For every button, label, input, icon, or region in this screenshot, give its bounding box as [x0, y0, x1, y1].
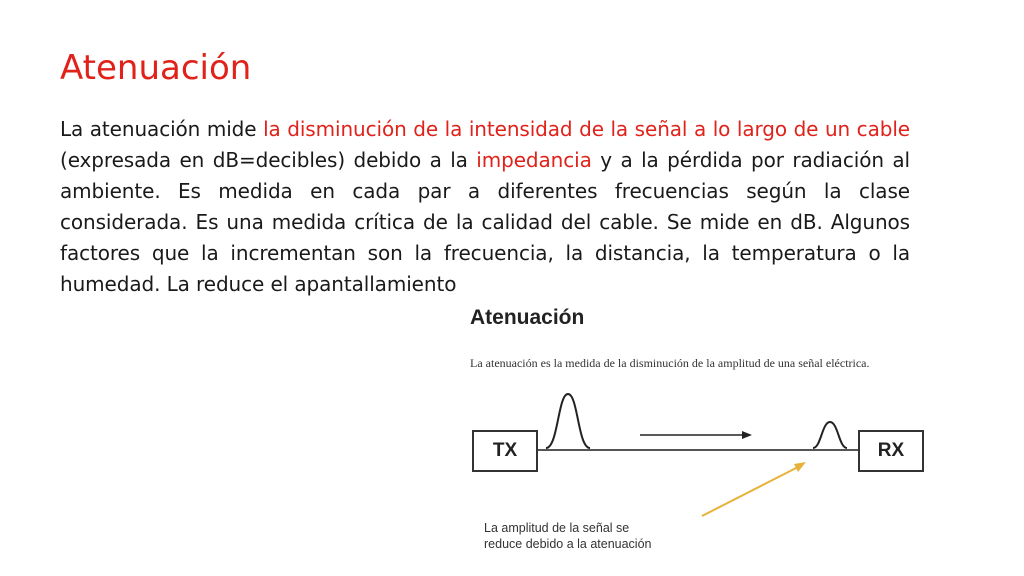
annotation-arrow [702, 466, 800, 516]
paragraph-text-3: y a la pérdida por radiación al ambiente. Es medida en cada par a diferentes frecuencias según la clase considerada. Es una medida crítica de la calidad del cable. Se mide en dB. Algunos factores que la incrementan son la frecuencia, la distancia, la temperatura o la humedad. La reduce el apantallamiento [60, 148, 910, 296]
output-pulse [813, 422, 847, 448]
input-pulse [546, 394, 590, 448]
direction-arrow-head [742, 431, 752, 439]
slide-paragraph [60, 114, 910, 300]
rx-label: RX [877, 440, 905, 461]
note-line-2: reduce debido a la atenuación [484, 537, 652, 551]
attenuation-figure [440, 298, 1024, 576]
paragraph-highlight-2: impedancia [476, 148, 592, 172]
paragraph-text-1: La atenuación mide [60, 117, 264, 141]
rx-box [858, 430, 924, 472]
paragraph-highlight-1: la disminución de la intensidad de la señal a lo largo de un cable [263, 117, 910, 141]
figure-description: La atenuación es la medida de la disminución de la amplitud de una señal eléctrica. [470, 356, 870, 370]
figure-note [484, 520, 652, 552]
note-line-1: La amplitud de la señal se [484, 521, 630, 535]
slide-title: Atenuación [60, 48, 252, 88]
paragraph-text-2: (expresada en dB=decibles) debido a la [60, 148, 477, 172]
tx-box [472, 430, 538, 472]
tx-label: TX [492, 440, 518, 461]
annotation-arrow-head [794, 462, 806, 472]
figure-title: Atenuación [470, 306, 585, 329]
